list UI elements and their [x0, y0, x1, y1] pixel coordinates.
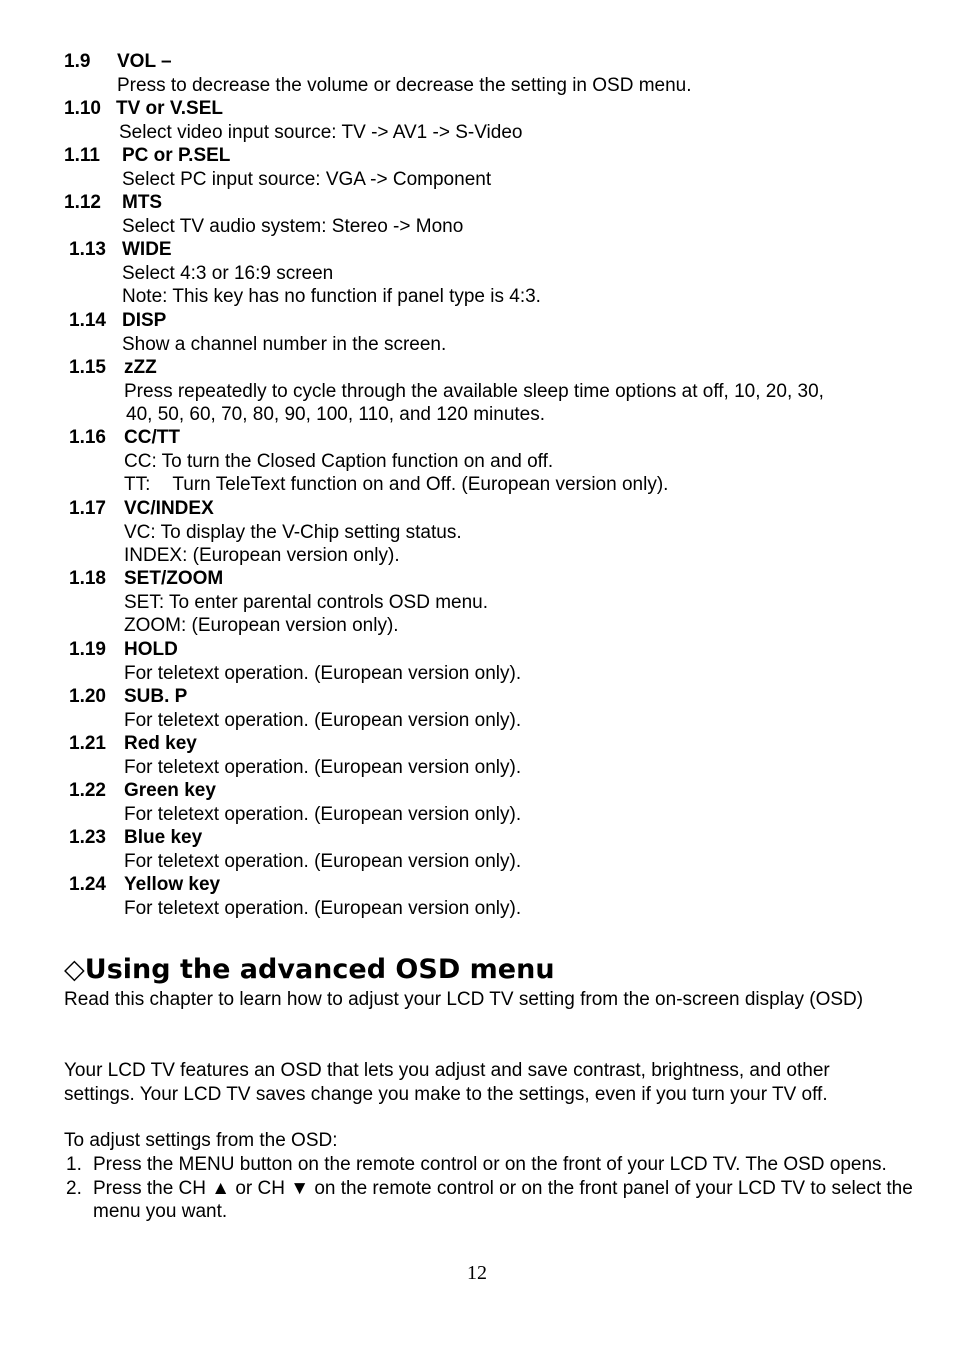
list-item: [0, 426, 668, 497]
steps-list: [64, 1153, 923, 1224]
item-title: MTS: [122, 192, 163, 213]
list-item: [0, 191, 463, 238]
section-title: Using the advanced OSD menu: [84, 954, 555, 985]
item-title: CC/TT: [124, 427, 180, 448]
item-heading: [0, 238, 541, 262]
step-text: Press the CH ▲ or CH ▼ on the remote control or on the front panel of your LCD TV to select the menu you want.: [93, 1177, 913, 1222]
item-description: For teletext operation. (European version only).: [124, 803, 522, 825]
step-text: Press the MENU button on the remote control or on the front of your LCD TV. The OSD opens.: [93, 1154, 887, 1175]
item-number: 1.16: [69, 427, 106, 448]
item-description: VC: To display the V-Chip setting status.: [124, 521, 462, 543]
item-number: 1.9: [64, 51, 91, 72]
item-heading: [0, 826, 521, 850]
list-item: [0, 779, 521, 826]
item-title: Yellow key: [124, 874, 221, 895]
step-number: 2.: [66, 1177, 82, 1199]
item-heading: [0, 97, 522, 121]
list-item: [64, 1177, 923, 1224]
item-number: 1.11: [64, 145, 100, 166]
item-description: Select PC input source: VGA -> Component: [122, 168, 492, 190]
item-title: VC/INDEX: [124, 498, 214, 519]
item-number: 1.23: [69, 827, 106, 848]
item-title: WIDE: [122, 239, 172, 260]
item-title: HOLD: [124, 639, 178, 660]
item-heading: [0, 191, 463, 215]
item-title: DISP: [122, 310, 167, 331]
list-item: [0, 873, 521, 920]
item-title: PC or P.SEL: [122, 145, 231, 166]
item-title: zZZ: [124, 357, 157, 378]
item-number: 1.10: [64, 98, 101, 119]
list-item: [0, 309, 446, 356]
item-number: 1.18: [69, 568, 106, 589]
item-title: SET/ZOOM: [124, 568, 224, 589]
item-heading: [0, 309, 446, 333]
list-item: [0, 356, 824, 427]
item-description: [124, 473, 668, 497]
item-heading: [0, 638, 521, 662]
tt-text: Turn TeleText function on and Off. (European version only).: [172, 474, 669, 495]
list-item: [0, 97, 522, 144]
diamond-icon: ◇: [64, 954, 85, 985]
item-description: SET: To enter parental controls OSD menu.: [124, 591, 488, 613]
item-heading: [0, 497, 462, 521]
item-number: 1.15: [69, 357, 106, 378]
item-heading: [0, 426, 668, 450]
steps-intro: To adjust settings from the OSD:: [64, 1130, 338, 1151]
item-description: Show a channel number in the screen.: [122, 333, 447, 355]
list-item: [0, 826, 521, 873]
item-description: For teletext operation. (European version only).: [124, 709, 522, 731]
item-description: Press to decrease the volume or decrease the setting in OSD menu.: [117, 74, 692, 96]
item-title: VOL –: [117, 51, 172, 72]
list-item: [0, 144, 491, 191]
item-description: 40, 50, 60, 70, 80, 90, 100, 110, and 120 minutes.: [126, 404, 546, 425]
item-number: 1.17: [69, 498, 106, 519]
item-number: 1.12: [64, 192, 101, 213]
list-item: [0, 685, 521, 732]
intro-paragraph: Read this chapter to learn how to adjust your LCD TV setting from the on-screen display (OSD): [64, 989, 864, 1010]
item-description: Select 4:3 or 16:9 screen: [122, 262, 334, 284]
list-item: [0, 238, 541, 309]
item-description: Select TV audio system: Stereo -> Mono: [122, 215, 464, 237]
item-number: 1.13: [69, 239, 106, 260]
item-heading: [0, 873, 521, 897]
list-item: [0, 497, 462, 568]
item-title: Green key: [124, 780, 216, 801]
item-description: CC: To turn the Closed Caption function on and off.: [124, 450, 554, 472]
item-heading: [0, 779, 521, 803]
section-heading: [64, 953, 555, 987]
features-paragraph: Your LCD TV features an OSD that lets you adjust and save contrast, brightness, and other settings. Your LCD TV saves change you make to the settings, even if you turn your TV off.: [64, 1060, 830, 1105]
list-item: [0, 638, 521, 685]
item-description: INDEX: (European version only).: [124, 545, 400, 566]
item-description: For teletext operation. (European version only).: [124, 897, 522, 919]
item-heading: [0, 685, 521, 709]
item-title: Blue key: [124, 827, 203, 848]
item-title: TV or V.SEL: [116, 98, 223, 119]
item-title: SUB. P: [124, 686, 188, 707]
item-description: For teletext operation. (European version only).: [124, 850, 522, 872]
item-heading: [0, 50, 692, 74]
item-heading: [0, 732, 521, 756]
item-number: 1.19: [69, 639, 106, 660]
list-item: [0, 732, 521, 779]
item-number: 1.21: [69, 733, 106, 754]
page-number: 12: [467, 1262, 487, 1284]
item-heading: [0, 356, 824, 380]
step-number: 1.: [66, 1154, 82, 1175]
item-description: Note: This key has no function if panel type is 4:3.: [122, 286, 541, 307]
item-description: ZOOM: (European version only).: [124, 615, 399, 636]
item-description: For teletext operation. (European version only).: [124, 756, 522, 778]
item-title: Red key: [124, 733, 197, 754]
item-number: 1.14: [69, 310, 106, 331]
item-number: 1.22: [69, 780, 106, 801]
item-number: 1.24: [69, 874, 106, 895]
list-item: [64, 1153, 923, 1177]
item-description: Press repeatedly to cycle through the available sleep time options at off, 10, 20, 30,: [124, 380, 824, 402]
item-description: For teletext operation. (European version only).: [124, 662, 522, 684]
item-heading: [0, 567, 488, 591]
list-item: [0, 50, 692, 97]
item-number: 1.20: [69, 686, 106, 707]
item-heading: [0, 144, 491, 168]
list-item: [0, 567, 488, 638]
tt-prefix: TT:: [124, 474, 151, 495]
item-description: Select video input source: TV -> AV1 -> S-Video: [119, 121, 523, 143]
